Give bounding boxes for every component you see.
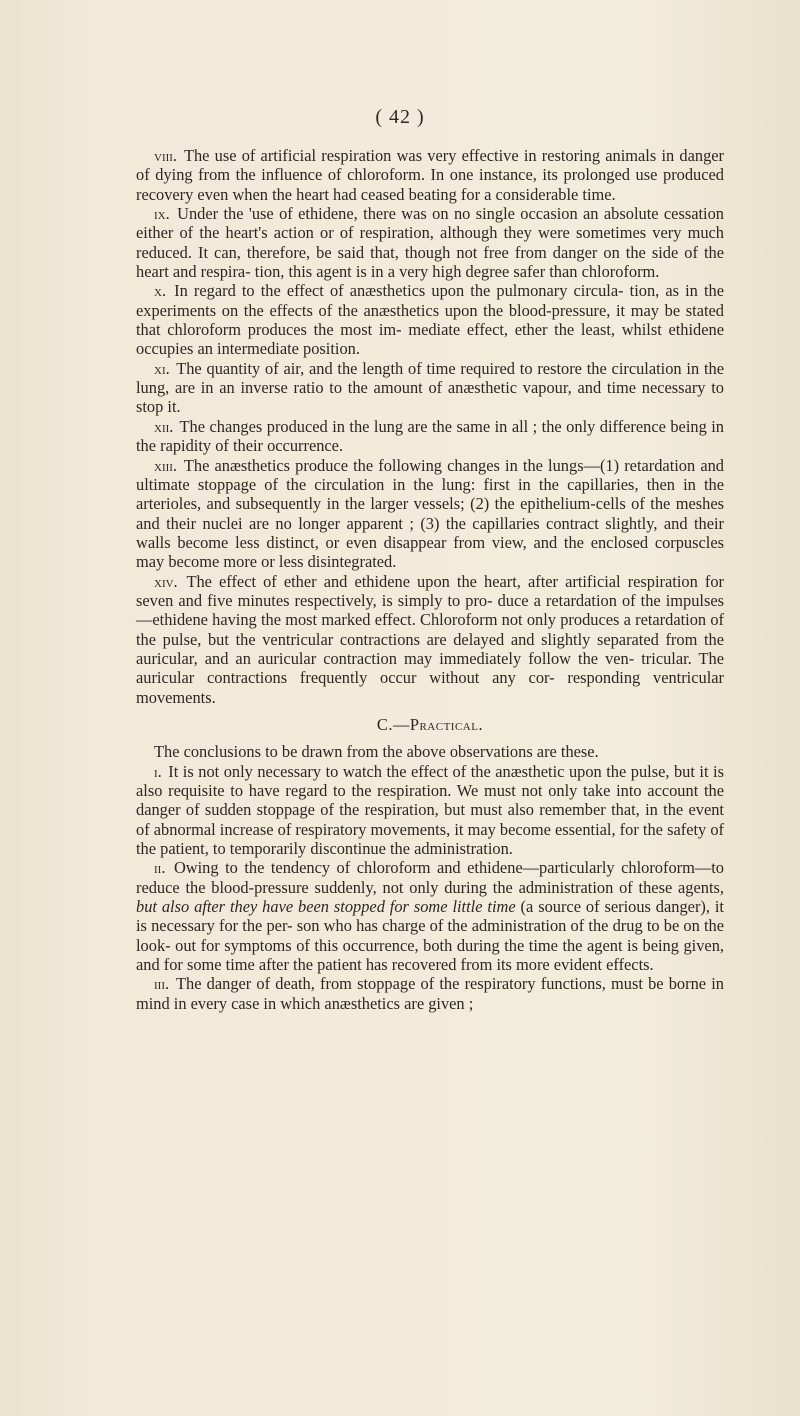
item-number: iii.: [154, 974, 170, 994]
paragraph-xi: [136, 359, 724, 417]
item-number: i.: [154, 761, 162, 781]
section-heading: [136, 715, 724, 734]
body-text: [136, 146, 724, 1013]
item-text: The changes produced in the lung are the same in all ; the only difference being in the rapidity of their occurrence.: [136, 416, 724, 456]
conclusion-iii: [136, 974, 724, 1013]
item-number: ix.: [154, 204, 170, 224]
page-number: ( 42 ): [375, 106, 425, 128]
conclusions-intro: The conclusions to be drawn from the above observations are these.: [154, 742, 599, 762]
item-text: It is not only necessary to watch the effect of the anæsthetic upon the pulse, but it is also requisite to have regard to the respiration. We must not only take into account the danger of sudden stoppage of the respiration, but must also remember that, in the event of abnormal increase of respiratory movements, it may become essential, for the safety of the patient, to temporarily discontinue the administration.: [136, 761, 724, 859]
item-text: The danger of death, from stoppage of the respiratory functions, must be borne in mind in every case in which anæsthetics are given ;: [136, 974, 724, 1013]
item-number: xiv.: [154, 571, 178, 591]
item-number: xii.: [154, 416, 174, 436]
item-text: The effect of ether and ethidene upon the heart, after artificial respiration for seven and five minutes respectively, is simply to pro- duce a retardation of the impulses—ethidene having the most marked effect. Chloroform not only produces a retardation of the pulse, but the ventricular contractions are delayed and slightly separated from the auricular, and an auricular contraction may immediately follow the ven- tricular. The auricular contractions frequently occur without any cor- responding ventricular movements.: [136, 571, 724, 707]
item-number: ii.: [154, 858, 166, 878]
paragraph-xiii: [136, 456, 724, 572]
italic-text: but also after they have been stopped for some little time: [136, 897, 516, 917]
item-text: The quantity of air, and the length of time required to restore the circulation in the lung, are in an inverse ratio to the amount of anæsthetic vapour, and time necessary to stop it.: [136, 358, 724, 417]
item-number: x.: [154, 281, 167, 301]
paragraph-viii: [136, 146, 724, 204]
paragraph-xiv: [136, 572, 724, 707]
paragraph-xii: [136, 417, 724, 456]
item-number: viii.: [154, 146, 178, 165]
item-text: Under the 'use of ethidene, there was on no single occasion an absolute cessation either of the heart's action or of respiration, although they were sometimes very much reduced. It can, therefore, be said that, though not free from danger on the side of the heart and respira- tion, this agent is in a very high degree safer than chloroform.: [136, 204, 724, 282]
item-text: In regard to the effect of anæsthetics upon the pulmonary circula- tion, as in the experiments on the effects of the anæsthetics upon the blood-pressure, it may be stated that chloroform produces the most im- mediate effect, ether the least, whilst ethidene occupies an intermediate position.: [136, 281, 724, 359]
item-text: (a source of serious danger), it is necessary for the per- son who has charge of the administration of the drug to be on the look- out for symptoms of this occurrence, both during the time the agent is being given, and for some time after the patient has recovered from its more evident effects.: [136, 897, 724, 975]
section-title: Practical.: [409, 714, 484, 734]
paragraph-x: [136, 281, 724, 358]
conclusion-ii: [136, 858, 724, 974]
paragraph-ix: [136, 204, 724, 281]
item-text: The use of artificial respiration was very effective in restoring animals in danger of dying from the influence of chloroform. In one instance, its prolonged use produced recovery even when the heart had ceased beating for a considerable time.: [136, 146, 724, 204]
conclusion-i: [136, 762, 724, 859]
item-text: The anæsthetics produce the following changes in the lungs—(1) retardation and ultimate stoppage of the circulation in the lung: first in the capillaries, then in the arterioles, and subsequently in the larger vessels; (2) the epithelium-cells of the meshes and their nuclei are no longer apparent ; (3) the capillaries contract slightly, and their walls become less distinct, or even disappear from view, and the enclosed corpuscles may become more or less disintegrated.: [136, 455, 724, 572]
section-prefix: C.—: [376, 714, 410, 734]
item-number: xiii.: [154, 455, 178, 475]
item-text: Owing to the tendency of chloroform and ethidene—particularly chloroform—to reduce the blood-pressure suddenly, not only during the administration of these agents,: [136, 858, 724, 897]
item-number: xi.: [154, 358, 170, 378]
